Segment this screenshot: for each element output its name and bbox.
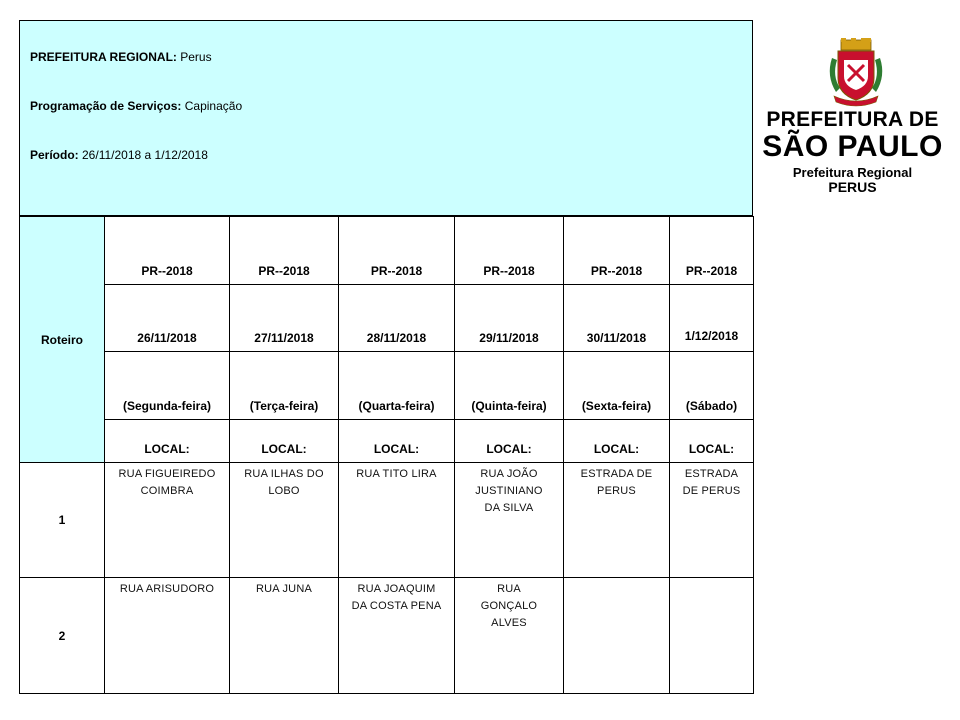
prefeitura-logo: [760, 38, 945, 198]
local-label: LOCAL:: [105, 420, 230, 463]
weekday-cell: (Sábado): [670, 352, 754, 420]
code-cell: PR--2018: [230, 217, 339, 285]
street-line: PERUS: [597, 485, 636, 497]
date-cell: 28/11/2018: [339, 285, 455, 352]
logo-title-line1: PREFEITURA DE: [766, 108, 939, 131]
date-cell: 29/11/2018: [455, 285, 564, 352]
date-cell: 30/11/2018: [564, 285, 670, 352]
street-line: JUSTINIANO: [475, 485, 543, 497]
schedule-table: [19, 216, 754, 694]
street-line: ESTRADA: [684, 468, 739, 480]
regional-line: [30, 50, 212, 64]
street-line: LOBO: [268, 485, 300, 497]
street-cell: [339, 578, 455, 694]
date-cell: 27/11/2018: [230, 285, 339, 352]
local-row: [20, 420, 754, 463]
weekday-cell: (Segunda-feira): [105, 352, 230, 420]
code-cell: PR--2018: [105, 217, 230, 285]
header-panel: [19, 20, 753, 216]
local-label: LOCAL:: [339, 420, 455, 463]
street-cell: [670, 578, 754, 694]
street-cell: [105, 578, 230, 694]
code-cell: PR--2018: [564, 217, 670, 285]
code-row: [20, 217, 754, 285]
street-line: RUA JOÃO: [480, 468, 538, 480]
period-value: 26/11/2018 a 1/12/2018: [78, 148, 208, 162]
weekday-cell: (Quinta-feira): [455, 352, 564, 420]
street-line: RUA ILHAS DO: [244, 468, 324, 480]
program-label: Programação de Serviços:: [30, 99, 182, 113]
route-row: [20, 578, 754, 694]
street-cell: [670, 463, 754, 578]
street-line: RUA ARISUDORO: [119, 583, 215, 595]
weekday-cell: (Sexta-feira): [564, 352, 670, 420]
street-cell: [564, 463, 670, 578]
date-row: [20, 285, 754, 352]
street-line: ESTRADA DE: [580, 468, 653, 480]
street-line: RUA JUNA: [256, 583, 312, 595]
street-line: GONÇALO: [480, 600, 538, 612]
weekday-cell: (Terça-feira): [230, 352, 339, 420]
program-value: Capinação: [181, 99, 243, 113]
code-cell: PR--2018: [455, 217, 564, 285]
street-cell: [105, 463, 230, 578]
regional-value: Perus: [176, 50, 212, 64]
code-cell: PR--2018: [670, 217, 754, 285]
local-label: LOCAL:: [670, 420, 754, 463]
street-line: RUA: [497, 583, 521, 595]
street-line: RUA TITO LIRA: [356, 468, 437, 480]
local-label: LOCAL:: [455, 420, 564, 463]
program-line: [30, 99, 242, 113]
period-label: Período:: [30, 148, 79, 162]
local-label: LOCAL:: [564, 420, 670, 463]
period-line: [30, 148, 208, 162]
date-cell: 1/12/2018: [670, 285, 754, 352]
street-line: COIMBRA: [140, 485, 194, 497]
logo-title-line2: SÃO PAULO: [762, 130, 943, 163]
street-line: DA SILVA: [484, 502, 534, 514]
street-cell: [564, 578, 670, 694]
street-line: RUA FIGUEIREDO: [118, 468, 216, 480]
logo-subtitle: Prefeitura Regional: [792, 165, 913, 180]
date-cell: 26/11/2018: [105, 285, 230, 352]
street-cell: [230, 463, 339, 578]
street-line: ALVES: [491, 617, 527, 629]
regional-label: PREFEITURA REGIONAL:: [30, 50, 177, 64]
roteiro-header: Roteiro: [20, 217, 105, 463]
weekday-row: [20, 352, 754, 420]
route-number: 2: [20, 578, 105, 694]
weekday-cell: (Quarta-feira): [339, 352, 455, 420]
route-number: 1: [20, 463, 105, 578]
street-cell: [230, 578, 339, 694]
local-label: LOCAL:: [230, 420, 339, 463]
street-line: RUA JOAQUIM: [357, 583, 436, 595]
street-line: DA COSTA PENA: [351, 600, 442, 612]
street-cell: [339, 463, 455, 578]
street-line: DE PERUS: [682, 485, 741, 497]
logo-region: PERUS: [828, 179, 877, 195]
code-cell: PR--2018: [339, 217, 455, 285]
street-cell: [455, 578, 564, 694]
street-cell: [455, 463, 564, 578]
coat-of-arms-icon: [826, 38, 886, 108]
route-row: [20, 463, 754, 578]
